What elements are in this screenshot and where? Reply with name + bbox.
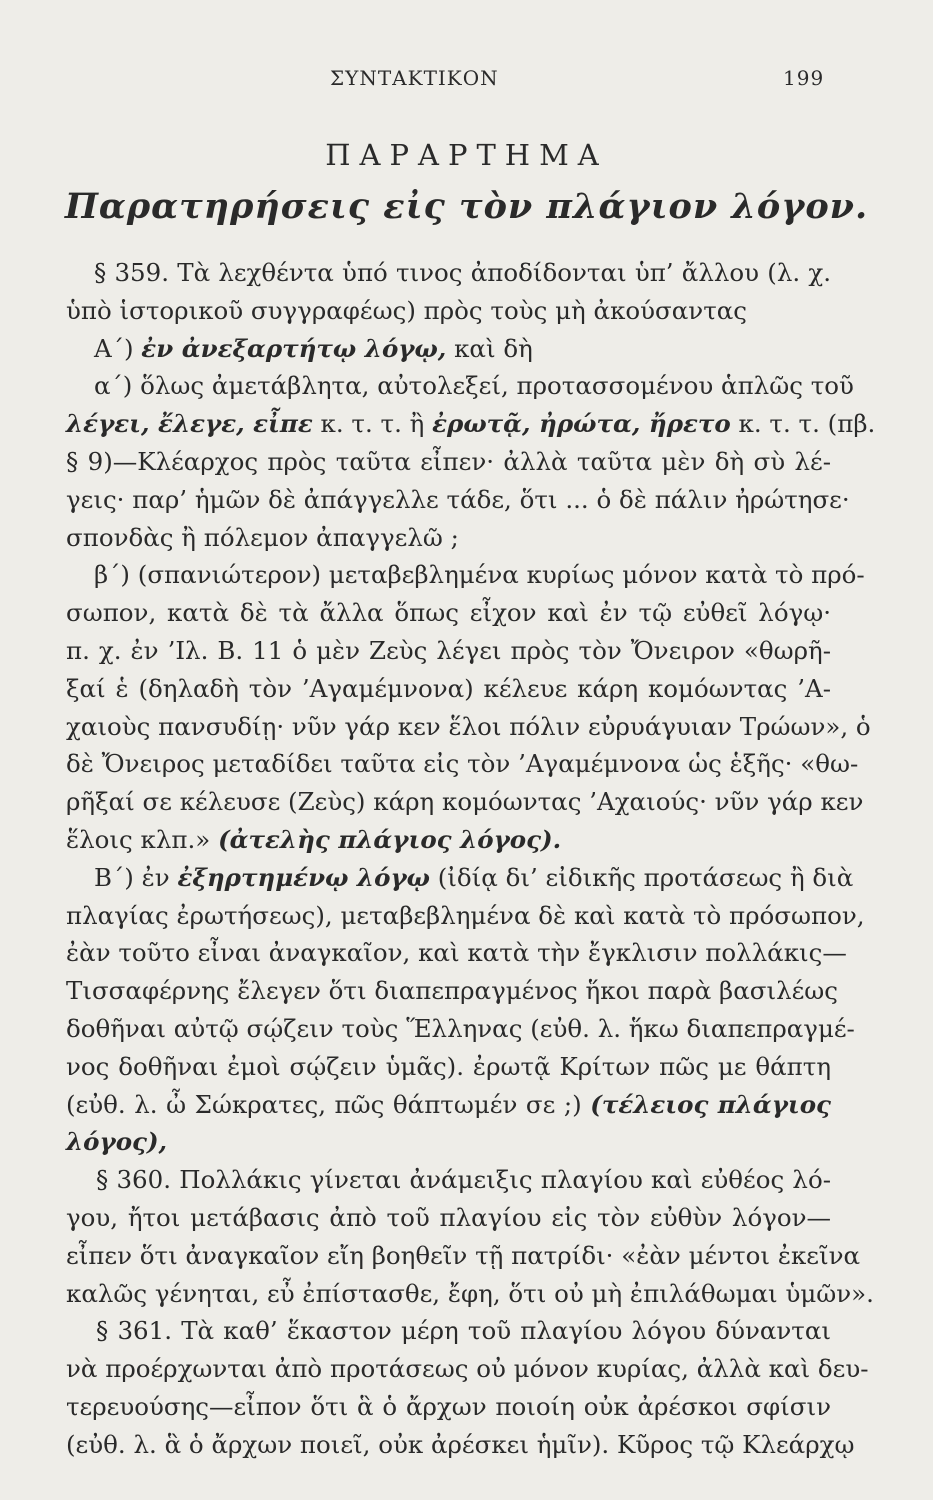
text-line <box>66 897 865 935</box>
text-line <box>66 330 831 368</box>
text-segment: γεις· παρ’ ἡμῶν δὲ ἀπάγγελλε τάδε, ὅτι ... ὁ δὲ πάλιν ἠρώτησε· <box>66 484 850 514</box>
text-segment: α΄) ὅλως ἀμετάβλητα, αὐτολεξεί, προτασσομένου ἁπλῶς τοῦ <box>94 371 854 401</box>
text-line <box>66 708 871 746</box>
text-segment: (εὐθ. λ. ὦ Σώκρατες, πῶς θάπτωμέν σε ;) <box>66 1089 591 1119</box>
text-segment: § 359. Τὰ λεχθέντα ὑπό τινος ἀποδίδονται ὑπ’ ἄλλου (λ. χ. <box>94 258 831 287</box>
text-line <box>66 594 831 632</box>
text-segment: Α΄) <box>94 333 142 363</box>
text-segment: εἶπεν ὅτι ἀναγκαῖον εἴη βοηθεῖν τῇ πατρίδι· «ἐὰν μέντοι ἐκεῖνα <box>66 1240 861 1270</box>
text-segment: (εὐθ. λ. ἃ ὁ ἄρχων ποιεῖ, οὐκ ἀρέσκει ἡμῖν). Κῦρος τῷ Κλεάρχῳ <box>66 1429 855 1459</box>
text-line <box>66 821 831 859</box>
emphasis-text: ἐξηρτημένῳ λόγῳ <box>177 862 430 892</box>
text-segment: νος δοθῆναι ἐμοὶ σῴζειν ὑμᾶς). ἐρωτᾷ Κρίτων πῶς με θάπτη <box>66 1051 831 1081</box>
text-line <box>66 1199 831 1237</box>
text-segment: δοθῆναι αὐτῷ σῴζειν τοὺς Ἕλληνας (εὐθ. λ. ἥκω διαπεπραγμέ- <box>66 1013 855 1043</box>
emphasis-text: ἐν ἀνεξαρτήτῳ λόγῳ, <box>141 333 447 363</box>
text-segment: Τισσαφέρνης ἔλεγεν ὅτι διαπεπραγμένος ἥκοι παρὰ βασιλέως <box>66 976 838 1006</box>
text-line <box>66 1161 831 1199</box>
text-segment: ξαί ἑ (δηλαδὴ τὸν ’Αγαμέμνονα) κέλευε κάρη κομόωντας ’Α- <box>66 673 831 703</box>
text-line <box>66 1086 831 1124</box>
text-segment: σωπον, κατὰ δὲ τὰ ἄλλα ὅπως εἶχον καὶ ἐν τῷ εὐθεῖ λόγῳ· <box>66 598 831 628</box>
emphasis-text: λέγει, ἔλεγε, εἶπε <box>66 409 313 439</box>
text-segment: τερευούσης—εἶπον ὅτι ἃ ὁ ἄρχων ποιοίη οὐκ ἀρέσκοι σφίσιν <box>66 1391 831 1421</box>
text-segment: ἕλοις κλπ.» <box>66 824 219 854</box>
text-line <box>66 1312 831 1350</box>
page-number: 199 <box>783 66 825 90</box>
text-line <box>66 1010 855 1048</box>
text-line <box>66 254 831 292</box>
text-line <box>66 1388 831 1426</box>
emphasis-text: λόγος), <box>66 1127 168 1157</box>
text-line <box>66 972 838 1010</box>
text-segment: κ. τ. τ. ἢ <box>312 409 433 439</box>
section-heading: Παρατηρήσεις εἰς τὸν πλάγιον λόγον. <box>64 186 869 227</box>
text-segment: (ἰδίᾳ δι’ εἰδικῆς προτάσεως ἢ διὰ <box>429 862 854 892</box>
text-line <box>66 292 831 330</box>
text-line <box>66 670 831 708</box>
text-segment: χαιοὺς πανσυδίῃ· νῦν γάρ κεν ἕλοι πόλιν εὐρυάγυιαν Τρώων», ὁ <box>66 711 871 741</box>
text-line <box>66 1426 855 1464</box>
text-line <box>66 519 831 557</box>
emphasis-text: ἐρωτᾷ, ἠρώτα, ἤρετο <box>432 409 731 439</box>
text-line <box>66 405 876 443</box>
text-line <box>66 1123 831 1161</box>
text-line <box>66 745 859 783</box>
emphasis-text: (τέλειος πλάγιος <box>590 1089 831 1119</box>
text-line <box>66 443 831 481</box>
text-segment: § 360. Πολλάκις γίνεται ἀνάμειξις πλαγίου καὶ εὐθέος λό- <box>96 1165 831 1195</box>
text-segment: ἐὰν τοῦτο εἶναι ἀναγκαῖον, καὶ κατὰ τὴν ἔγκλισιν πολλάκις— <box>66 938 847 968</box>
text-segment: § 361. Τὰ καθ’ ἕκαστον μέρη τοῦ πλαγίου λόγου δύνανται <box>96 1316 831 1346</box>
text-segment: Β΄) ἐν <box>94 862 178 892</box>
text-line <box>66 1237 861 1275</box>
text-segment: κ. τ. τ. (πβ. <box>730 409 876 439</box>
text-segment: § 9)—Κλέαρχος πρὸς ταῦτα εἶπεν· ἀλλὰ ταῦτα μὲν δὴ σὺ λέ- <box>66 446 831 476</box>
text-segment: π. χ. ἐν ’Ιλ. Β. 11 ὁ μὲν Ζεὺς λέγει πρὸς τὸν Ὄνειρον «θωρῆ- <box>66 635 831 665</box>
text-line <box>66 1275 874 1313</box>
text-segment: νὰ προέρχωνται ἀπὸ προτάσεως οὐ μόνον κυρίας, ἀλλὰ καὶ δευ- <box>66 1354 869 1384</box>
text-line <box>66 859 854 897</box>
text-segment: ὑπὸ ἱστορικοῦ συγγραφέως) πρὸς τοὺς μὴ ἀκούσαντας <box>66 295 748 325</box>
text-line <box>66 556 865 594</box>
text-segment: πλαγίας ἐρωτήσεως), μεταβεβλημένα δὲ καὶ κατὰ τὸ πρόσωπον, <box>66 900 865 930</box>
text-segment: β΄) (σπανιώτερον) μεταβεβλημένα κυρίως μόνον κατὰ τὸ πρό- <box>94 560 865 590</box>
text-segment: καὶ δὴ <box>446 333 533 363</box>
text-line <box>66 934 847 972</box>
running-title: ΣΥΝΤΑΚΤΙΚΟΝ <box>330 66 499 90</box>
text-segment: γου, ἤτοι μετάβασις ἀπὸ τοῦ πλαγίου εἰς τὸν εὐθὺν λόγον— <box>66 1202 831 1232</box>
text-segment: καλῶς γένηται, εὖ ἐπίστασθε, ἔφη, ὅτι οὐ μὴ ἐπιλάθωμαι ὑμῶν». <box>66 1278 874 1308</box>
text-segment: σπονδὰς ἢ πόλεμον ἀπαγγελῶ ; <box>66 522 459 552</box>
appendix-title: ΠΑΡΑΡΤΗΜΑ <box>325 138 608 172</box>
text-line <box>66 632 831 670</box>
body-text <box>66 254 876 1464</box>
emphasis-text: (ἀτελὴς πλάγιος λόγος). <box>218 824 562 854</box>
text-line <box>66 1350 869 1388</box>
text-line <box>66 783 864 821</box>
text-line <box>66 1048 831 1086</box>
text-segment: δὲ Ὄνειρος μεταδίδει ταῦτα εἰς τὸν ’Αγαμέμνονα ὡς ἑξῆς· «θω- <box>66 749 859 779</box>
text-line <box>66 367 854 405</box>
text-segment: ρῆξαί σε κέλευσε (Ζεὺς) κάρη κομόωντας ’Αχαιούς· νῦν γάρ κεν <box>66 787 864 817</box>
text-line <box>66 481 850 519</box>
